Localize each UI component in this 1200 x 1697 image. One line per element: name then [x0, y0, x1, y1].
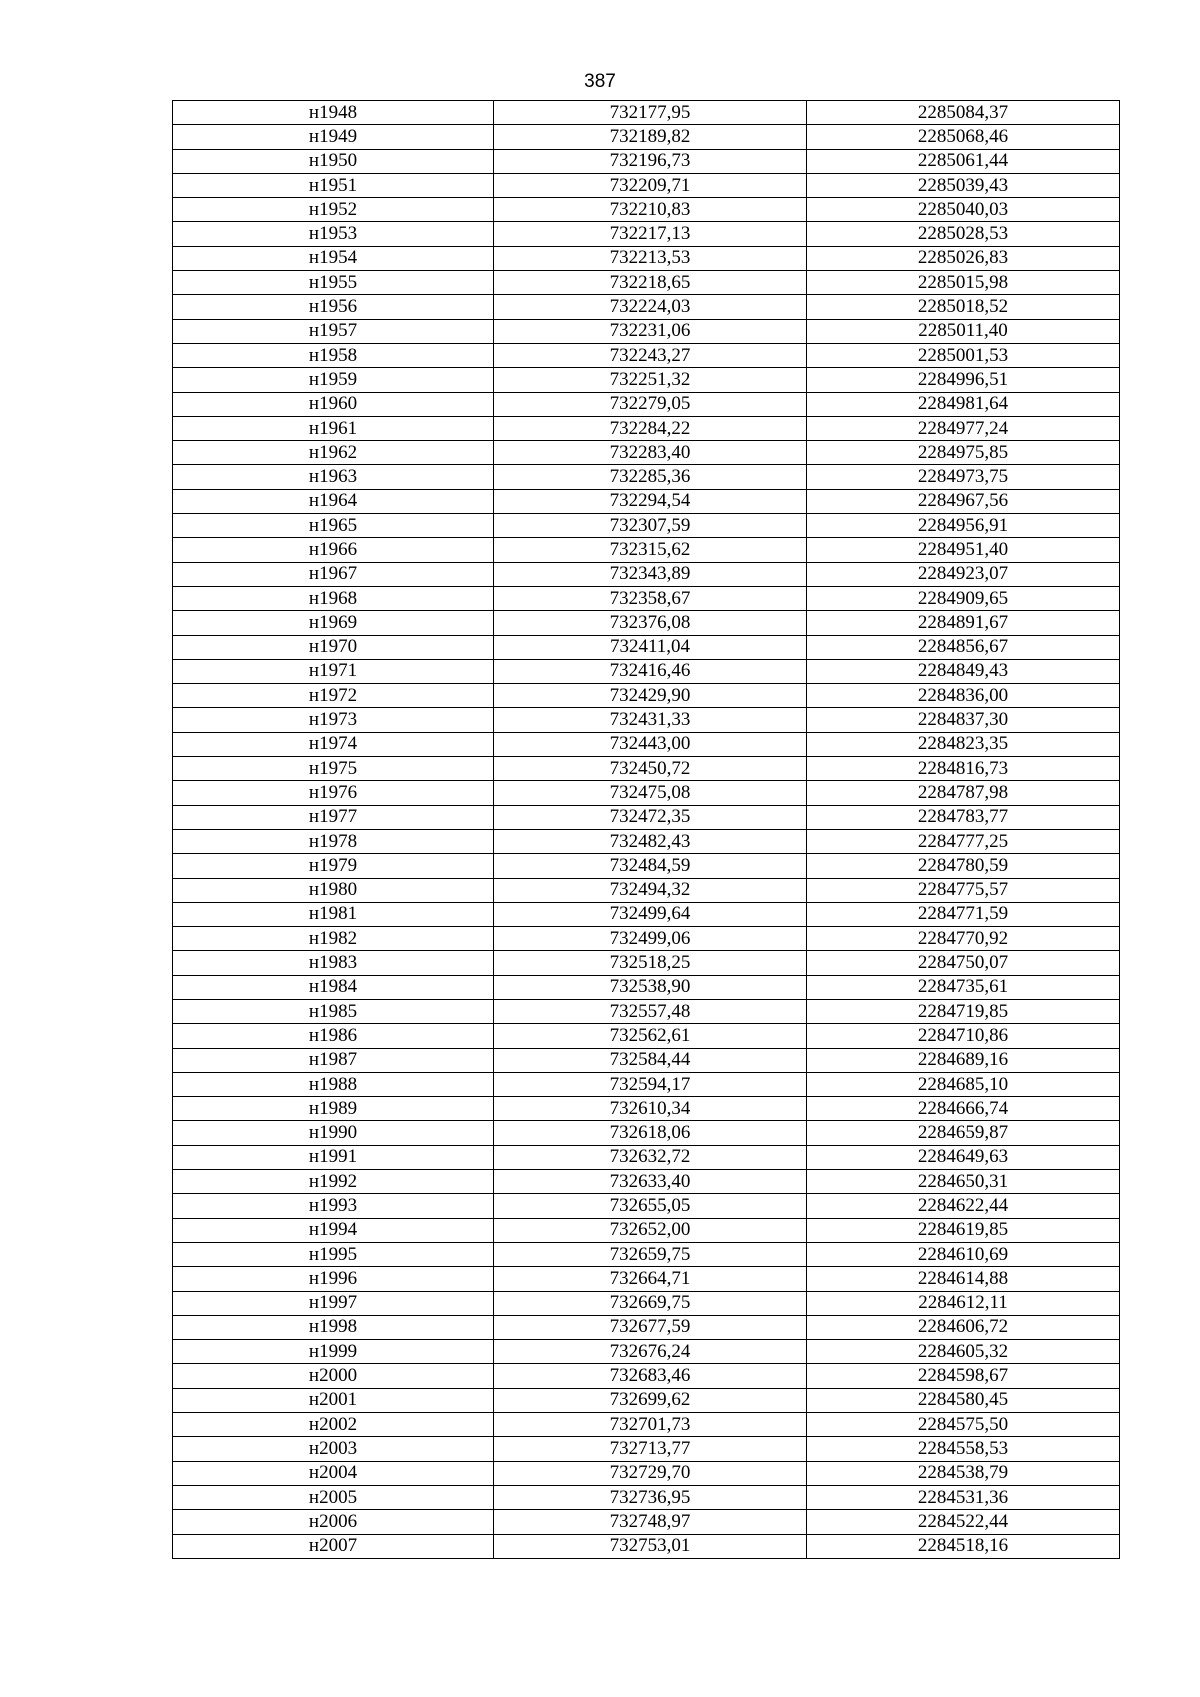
- table-row: [173, 538, 1120, 562]
- point-id-cell: н1992: [173, 1170, 494, 1194]
- point-id-cell: н1967: [173, 562, 494, 586]
- x-coordinate-cell: 732499,64: [494, 902, 807, 926]
- x-coordinate-cell: 732177,95: [494, 101, 807, 125]
- x-coordinate-cell: 732499,06: [494, 927, 807, 951]
- x-coordinate-cell: 732655,05: [494, 1194, 807, 1218]
- point-id-cell: н1965: [173, 514, 494, 538]
- table-row: [173, 1485, 1120, 1509]
- point-id-cell: н2006: [173, 1510, 494, 1534]
- x-coordinate-cell: 732664,71: [494, 1267, 807, 1291]
- point-id-cell: н1969: [173, 611, 494, 635]
- x-coordinate-cell: 732251,32: [494, 368, 807, 392]
- table-row: [173, 1534, 1120, 1558]
- y-coordinate-cell: 2285084,37: [807, 101, 1120, 125]
- table-row: [173, 635, 1120, 659]
- y-coordinate-cell: 2284689,16: [807, 1048, 1120, 1072]
- point-id-cell: н1994: [173, 1218, 494, 1242]
- y-coordinate-cell: 2284735,61: [807, 975, 1120, 999]
- table-row: [173, 392, 1120, 416]
- y-coordinate-cell: 2284967,56: [807, 489, 1120, 513]
- y-coordinate-cell: 2284770,92: [807, 927, 1120, 951]
- x-coordinate-cell: 732279,05: [494, 392, 807, 416]
- table-row: [173, 1242, 1120, 1266]
- point-id-cell: н2004: [173, 1461, 494, 1485]
- x-coordinate-cell: 732218,65: [494, 271, 807, 295]
- y-coordinate-cell: 2284666,74: [807, 1097, 1120, 1121]
- x-coordinate-cell: 732213,53: [494, 246, 807, 270]
- x-coordinate-cell: 732484,59: [494, 854, 807, 878]
- table-row: [173, 1072, 1120, 1096]
- y-coordinate-cell: 2284816,73: [807, 757, 1120, 781]
- x-coordinate-cell: 732358,67: [494, 586, 807, 610]
- y-coordinate-cell: 2284614,88: [807, 1267, 1120, 1291]
- y-coordinate-cell: 2284659,87: [807, 1121, 1120, 1145]
- y-coordinate-cell: 2285011,40: [807, 319, 1120, 343]
- x-coordinate-cell: 732699,62: [494, 1388, 807, 1412]
- y-coordinate-cell: 2284977,24: [807, 416, 1120, 440]
- table-row: [173, 732, 1120, 756]
- point-id-cell: н1950: [173, 149, 494, 173]
- table-row: [173, 999, 1120, 1023]
- x-coordinate-cell: 732283,40: [494, 441, 807, 465]
- point-id-cell: н1984: [173, 975, 494, 999]
- table-row: [173, 708, 1120, 732]
- y-coordinate-cell: 2284719,85: [807, 999, 1120, 1023]
- point-id-cell: н2003: [173, 1437, 494, 1461]
- table-row: [173, 222, 1120, 246]
- point-id-cell: н1989: [173, 1097, 494, 1121]
- point-id-cell: н2005: [173, 1485, 494, 1509]
- table-row: [173, 1218, 1120, 1242]
- point-id-cell: н1952: [173, 198, 494, 222]
- x-coordinate-cell: 732701,73: [494, 1413, 807, 1437]
- y-coordinate-cell: 2284951,40: [807, 538, 1120, 562]
- table-row: [173, 1145, 1120, 1169]
- table-row: [173, 878, 1120, 902]
- table-row: [173, 319, 1120, 343]
- y-coordinate-cell: 2284605,32: [807, 1340, 1120, 1364]
- table-row: [173, 271, 1120, 295]
- point-id-cell: н1951: [173, 173, 494, 197]
- y-coordinate-cell: 2285068,46: [807, 125, 1120, 149]
- point-id-cell: н1993: [173, 1194, 494, 1218]
- x-coordinate-cell: 732196,73: [494, 149, 807, 173]
- point-id-cell: н1963: [173, 465, 494, 489]
- y-coordinate-cell: 2284909,65: [807, 586, 1120, 610]
- y-coordinate-cell: 2284580,45: [807, 1388, 1120, 1412]
- x-coordinate-cell: 732677,59: [494, 1315, 807, 1339]
- x-coordinate-cell: 732217,13: [494, 222, 807, 246]
- y-coordinate-cell: 2284649,63: [807, 1145, 1120, 1169]
- table-row: [173, 951, 1120, 975]
- x-coordinate-cell: 732748,97: [494, 1510, 807, 1534]
- x-coordinate-cell: 732450,72: [494, 757, 807, 781]
- table-row: [173, 343, 1120, 367]
- x-coordinate-cell: 732411,04: [494, 635, 807, 659]
- point-id-cell: н1991: [173, 1145, 494, 1169]
- x-coordinate-cell: 732285,36: [494, 465, 807, 489]
- x-coordinate-cell: 732189,82: [494, 125, 807, 149]
- y-coordinate-cell: 2284856,67: [807, 635, 1120, 659]
- y-coordinate-cell: 2284619,85: [807, 1218, 1120, 1242]
- point-id-cell: н1953: [173, 222, 494, 246]
- y-coordinate-cell: 2284975,85: [807, 441, 1120, 465]
- point-id-cell: н1997: [173, 1291, 494, 1315]
- y-coordinate-cell: 2284610,69: [807, 1242, 1120, 1266]
- point-id-cell: н1957: [173, 319, 494, 343]
- y-coordinate-cell: 2284891,67: [807, 611, 1120, 635]
- y-coordinate-cell: 2284973,75: [807, 465, 1120, 489]
- x-coordinate-cell: 732594,17: [494, 1072, 807, 1096]
- x-coordinate-cell: 732632,72: [494, 1145, 807, 1169]
- x-coordinate-cell: 732518,25: [494, 951, 807, 975]
- x-coordinate-cell: 732753,01: [494, 1534, 807, 1558]
- point-id-cell: н1948: [173, 101, 494, 125]
- x-coordinate-cell: 732210,83: [494, 198, 807, 222]
- x-coordinate-cell: 732494,32: [494, 878, 807, 902]
- y-coordinate-cell: 2284823,35: [807, 732, 1120, 756]
- x-coordinate-cell: 732610,34: [494, 1097, 807, 1121]
- x-coordinate-cell: 732736,95: [494, 1485, 807, 1509]
- y-coordinate-cell: 2285039,43: [807, 173, 1120, 197]
- table-row: [173, 1413, 1120, 1437]
- table-row: [173, 1340, 1120, 1364]
- x-coordinate-cell: 732633,40: [494, 1170, 807, 1194]
- x-coordinate-cell: 732307,59: [494, 514, 807, 538]
- table-row: [173, 1315, 1120, 1339]
- y-coordinate-cell: 2284780,59: [807, 854, 1120, 878]
- table-row: [173, 781, 1120, 805]
- point-id-cell: н1985: [173, 999, 494, 1023]
- point-id-cell: н2000: [173, 1364, 494, 1388]
- table-row: [173, 1194, 1120, 1218]
- table-row: [173, 684, 1120, 708]
- x-coordinate-cell: 732416,46: [494, 659, 807, 683]
- point-id-cell: н1986: [173, 1024, 494, 1048]
- y-coordinate-cell: 2285040,03: [807, 198, 1120, 222]
- x-coordinate-cell: 732443,00: [494, 732, 807, 756]
- y-coordinate-cell: 2284558,53: [807, 1437, 1120, 1461]
- point-id-cell: н1998: [173, 1315, 494, 1339]
- table-row: [173, 1048, 1120, 1072]
- x-coordinate-cell: 732376,08: [494, 611, 807, 635]
- x-coordinate-cell: 732475,08: [494, 781, 807, 805]
- y-coordinate-cell: 2284787,98: [807, 781, 1120, 805]
- table-row: [173, 1291, 1120, 1315]
- table-row: [173, 1364, 1120, 1388]
- x-coordinate-cell: 732729,70: [494, 1461, 807, 1485]
- table-row: [173, 1121, 1120, 1145]
- table-row: [173, 295, 1120, 319]
- page-number: 387: [584, 71, 616, 92]
- table-row: [173, 1437, 1120, 1461]
- y-coordinate-cell: 2284837,30: [807, 708, 1120, 732]
- table-row: [173, 1097, 1120, 1121]
- y-coordinate-cell: 2284650,31: [807, 1170, 1120, 1194]
- y-coordinate-cell: 2285061,44: [807, 149, 1120, 173]
- point-id-cell: н1971: [173, 659, 494, 683]
- point-id-cell: н1972: [173, 684, 494, 708]
- x-coordinate-cell: 732209,71: [494, 173, 807, 197]
- x-coordinate-cell: 732315,62: [494, 538, 807, 562]
- x-coordinate-cell: 732562,61: [494, 1024, 807, 1048]
- table-row: [173, 125, 1120, 149]
- table-row: [173, 1510, 1120, 1534]
- table-row: [173, 1388, 1120, 1412]
- point-id-cell: н1964: [173, 489, 494, 513]
- x-coordinate-cell: 732343,89: [494, 562, 807, 586]
- x-coordinate-cell: 732231,06: [494, 319, 807, 343]
- table-row: [173, 1170, 1120, 1194]
- point-id-cell: н1987: [173, 1048, 494, 1072]
- y-coordinate-cell: 2284996,51: [807, 368, 1120, 392]
- table-row: [173, 173, 1120, 197]
- y-coordinate-cell: 2284575,50: [807, 1413, 1120, 1437]
- table-row: [173, 441, 1120, 465]
- x-coordinate-cell: 732224,03: [494, 295, 807, 319]
- y-coordinate-cell: 2284598,67: [807, 1364, 1120, 1388]
- y-coordinate-cell: 2285028,53: [807, 222, 1120, 246]
- table-row: [173, 465, 1120, 489]
- x-coordinate-cell: 732618,06: [494, 1121, 807, 1145]
- y-coordinate-cell: 2284923,07: [807, 562, 1120, 586]
- point-id-cell: н1996: [173, 1267, 494, 1291]
- x-coordinate-cell: 732659,75: [494, 1242, 807, 1266]
- x-coordinate-cell: 732676,24: [494, 1340, 807, 1364]
- point-id-cell: н1988: [173, 1072, 494, 1096]
- table-row: [173, 1461, 1120, 1485]
- table-row: [173, 854, 1120, 878]
- x-coordinate-cell: 732243,27: [494, 343, 807, 367]
- table-row: [173, 514, 1120, 538]
- point-id-cell: н1959: [173, 368, 494, 392]
- y-coordinate-cell: 2284622,44: [807, 1194, 1120, 1218]
- point-id-cell: н1975: [173, 757, 494, 781]
- x-coordinate-cell: 732557,48: [494, 999, 807, 1023]
- y-coordinate-cell: 2285001,53: [807, 343, 1120, 367]
- point-id-cell: н1956: [173, 295, 494, 319]
- x-coordinate-cell: 732584,44: [494, 1048, 807, 1072]
- x-coordinate-cell: 732652,00: [494, 1218, 807, 1242]
- point-id-cell: н1949: [173, 125, 494, 149]
- x-coordinate-cell: 732669,75: [494, 1291, 807, 1315]
- point-id-cell: н2002: [173, 1413, 494, 1437]
- table-row: [173, 611, 1120, 635]
- table-row: [173, 416, 1120, 440]
- y-coordinate-cell: 2284777,25: [807, 829, 1120, 853]
- table-row: [173, 1024, 1120, 1048]
- table-row: [173, 586, 1120, 610]
- point-id-cell: н1980: [173, 878, 494, 902]
- x-coordinate-cell: 732431,33: [494, 708, 807, 732]
- y-coordinate-cell: 2284612,11: [807, 1291, 1120, 1315]
- y-coordinate-cell: 2284606,72: [807, 1315, 1120, 1339]
- point-id-cell: н1999: [173, 1340, 494, 1364]
- point-id-cell: н1979: [173, 854, 494, 878]
- table-row: [173, 368, 1120, 392]
- x-coordinate-cell: 732294,54: [494, 489, 807, 513]
- point-id-cell: н2007: [173, 1534, 494, 1558]
- table-row: [173, 659, 1120, 683]
- table-row: [173, 246, 1120, 270]
- x-coordinate-cell: 732538,90: [494, 975, 807, 999]
- point-id-cell: н1958: [173, 343, 494, 367]
- point-id-cell: н1955: [173, 271, 494, 295]
- point-id-cell: н1973: [173, 708, 494, 732]
- point-id-cell: н1995: [173, 1242, 494, 1266]
- point-id-cell: н1966: [173, 538, 494, 562]
- point-id-cell: н1982: [173, 927, 494, 951]
- table-row: [173, 829, 1120, 853]
- y-coordinate-cell: 2284771,59: [807, 902, 1120, 926]
- x-coordinate-cell: 732482,43: [494, 829, 807, 853]
- y-coordinate-cell: 2284836,00: [807, 684, 1120, 708]
- point-id-cell: н1977: [173, 805, 494, 829]
- x-coordinate-cell: 732284,22: [494, 416, 807, 440]
- table-row: [173, 1267, 1120, 1291]
- y-coordinate-cell: 2284849,43: [807, 659, 1120, 683]
- x-coordinate-cell: 732472,35: [494, 805, 807, 829]
- point-id-cell: н1974: [173, 732, 494, 756]
- table-row: [173, 101, 1120, 125]
- x-coordinate-cell: 732683,46: [494, 1364, 807, 1388]
- y-coordinate-cell: 2284750,07: [807, 951, 1120, 975]
- point-id-cell: н1981: [173, 902, 494, 926]
- y-coordinate-cell: 2284685,10: [807, 1072, 1120, 1096]
- y-coordinate-cell: 2285026,83: [807, 246, 1120, 270]
- y-coordinate-cell: 2284956,91: [807, 514, 1120, 538]
- y-coordinate-cell: 2284981,64: [807, 392, 1120, 416]
- y-coordinate-cell: 2284775,57: [807, 878, 1120, 902]
- y-coordinate-cell: 2285015,98: [807, 271, 1120, 295]
- y-coordinate-cell: 2284710,86: [807, 1024, 1120, 1048]
- table-row: [173, 149, 1120, 173]
- table-row: [173, 562, 1120, 586]
- coordinates-table: [172, 100, 1120, 1559]
- x-coordinate-cell: 732713,77: [494, 1437, 807, 1461]
- table-row: [173, 198, 1120, 222]
- point-id-cell: н1978: [173, 829, 494, 853]
- point-id-cell: н1960: [173, 392, 494, 416]
- table-row: [173, 902, 1120, 926]
- table-row: [173, 757, 1120, 781]
- y-coordinate-cell: 2284531,36: [807, 1485, 1120, 1509]
- table-row: [173, 927, 1120, 951]
- table-row: [173, 805, 1120, 829]
- point-id-cell: н1962: [173, 441, 494, 465]
- point-id-cell: н1990: [173, 1121, 494, 1145]
- y-coordinate-cell: 2284538,79: [807, 1461, 1120, 1485]
- point-id-cell: н1983: [173, 951, 494, 975]
- table-row: [173, 975, 1120, 999]
- point-id-cell: н2001: [173, 1388, 494, 1412]
- x-coordinate-cell: 732429,90: [494, 684, 807, 708]
- y-coordinate-cell: 2285018,52: [807, 295, 1120, 319]
- point-id-cell: н1954: [173, 246, 494, 270]
- point-id-cell: н1976: [173, 781, 494, 805]
- y-coordinate-cell: 2284518,16: [807, 1534, 1120, 1558]
- y-coordinate-cell: 2284522,44: [807, 1510, 1120, 1534]
- point-id-cell: н1968: [173, 586, 494, 610]
- table-row: [173, 489, 1120, 513]
- point-id-cell: н1961: [173, 416, 494, 440]
- y-coordinate-cell: 2284783,77: [807, 805, 1120, 829]
- point-id-cell: н1970: [173, 635, 494, 659]
- coordinates-table-body: [173, 101, 1120, 1559]
